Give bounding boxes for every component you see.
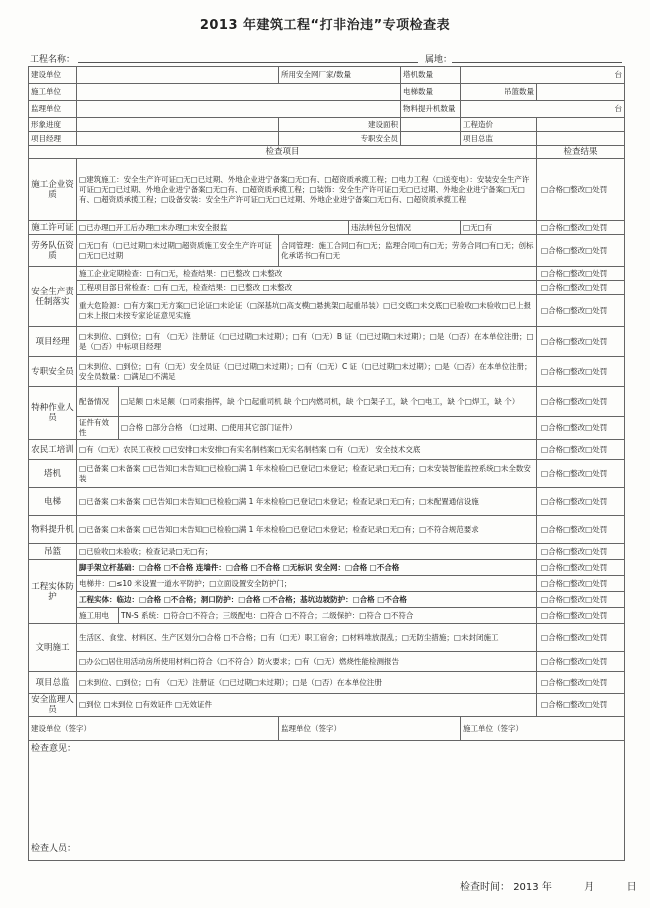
row-physical-electric	[29, 608, 625, 624]
physical-result-3[interactable]: □合格□整改□处罚	[537, 592, 625, 608]
opinion-cell[interactable]	[29, 741, 625, 861]
inspector-label: 检查人员：	[31, 844, 77, 854]
form-title: 2013 年建筑工程“打非治违”专项检查表	[199, 18, 451, 33]
location-label: 属地：	[425, 55, 453, 65]
row-tower-crane	[29, 460, 625, 488]
results-header: 检查结果	[537, 146, 625, 159]
special-config-label: 配备情况	[77, 387, 119, 417]
elevator-count-label: 电梯数量	[401, 84, 461, 101]
info-row-construction	[29, 84, 625, 101]
row-safety-officer	[29, 357, 625, 387]
responsibility-check-2[interactable]: 工程项目部日常检查：□有 □无，检查结果：□已整改 □未整改	[77, 281, 537, 295]
director-result[interactable]: □合格□整改□处罚	[537, 672, 625, 694]
row-worker-training	[29, 440, 625, 460]
responsibility-result-1[interactable]: □合格□整改□处罚	[537, 267, 625, 281]
basket-text[interactable]: □已验收□未验收；检查记录□无□有；	[77, 544, 537, 560]
row-responsibility-1	[29, 267, 625, 281]
column-header-row	[29, 146, 625, 159]
labor-category: 劳务队伍资质	[29, 235, 77, 267]
special-cert-result[interactable]: □合格□整改□处罚	[537, 417, 625, 440]
safety-officer-label: 专职安全员	[279, 132, 401, 146]
date-day: 日	[626, 882, 637, 893]
tower-count-unit[interactable]: 台	[461, 67, 625, 84]
info-row-manager	[29, 132, 625, 146]
date-month: 月	[584, 882, 595, 893]
progress-label: 形象进度	[29, 118, 77, 132]
build-area-label: 建设面积	[279, 118, 401, 132]
hoist-text[interactable]: □已备案 □未备案 □已告知□未告知□已检验□满 1 年未检验□已登记□未登记；检查记录□无□有；□不符合规范要求	[77, 516, 537, 544]
special-config-result[interactable]: □合格□整改□处罚	[537, 387, 625, 417]
safety-officer-field[interactable]	[401, 132, 461, 146]
so-category: 专职安全员	[29, 357, 77, 387]
row-permit	[29, 221, 625, 235]
row-qualification	[29, 159, 625, 221]
row-elevator	[29, 488, 625, 516]
permit-category: 施工许可证	[29, 221, 77, 235]
supervision-unit-field[interactable]	[77, 101, 401, 118]
construction-unit-field[interactable]	[77, 84, 401, 101]
special-category: 特种作业人员	[29, 387, 77, 440]
row-project-director	[29, 672, 625, 694]
director-category: 项目总监	[29, 672, 77, 694]
pm-text[interactable]: □未到位、□到位；□有 （□无）注册证（□已过期□未过期）；□有（□无）B 证（□已过期□未过期）；□是（□否）在本单位注册；□是（□否）中标项目经理	[77, 327, 537, 357]
supervisor-text[interactable]: □到位 □未到位 □有效证件 □无效证件	[77, 694, 537, 717]
date-label: 检查时间：	[460, 882, 510, 893]
safety-net-label: 所用安全网厂家/数量	[279, 67, 401, 84]
progress-field[interactable]	[77, 118, 279, 132]
basket-count-label: 吊篮数量	[461, 84, 537, 101]
special-cert-text[interactable]: □合格 □部分合格 （□过期、□使用其它部门证件）	[119, 417, 537, 440]
basket-category: 吊篮	[29, 544, 77, 560]
row-labor	[29, 235, 625, 267]
supervision-unit-label: 监理单位	[29, 101, 77, 118]
row-civilized-2	[29, 652, 625, 672]
elevator-text[interactable]: □已备案 □未备案 □已告知□未告知□已检验□满 1 年未检验□已登记□未登记；检查记录□无□有；□未配置通信设施	[77, 488, 537, 516]
responsibility-check-3[interactable]: 重大危险源：□有方案□无方案□已论证□未论证（□深基坑□高支模□悬挑架□起重吊装）□已交底□未交底□已验收□未验收□已上报□未上报□未按专家论证意见实施	[77, 295, 537, 327]
construction-unit-label: 施工单位	[29, 84, 77, 101]
labor-contract-text[interactable]: 合同管理：施工合同□有□无；监理合同□有□无；劳务合同□有□无；创标化承诺书□有□无	[279, 235, 537, 267]
elevator-category: 电梯	[29, 488, 77, 516]
electric-result[interactable]: □合格□整改□处罚	[537, 608, 625, 624]
responsibility-result-2[interactable]: □合格□整改□处罚	[537, 281, 625, 295]
row-special-cert	[29, 417, 625, 440]
qualification-category: 施工企业资质	[29, 159, 77, 221]
tower-category: 塔机	[29, 460, 77, 488]
civilized-result-1[interactable]: □合格□整改□处罚	[537, 624, 625, 652]
build-area-field[interactable]	[401, 118, 461, 132]
row-physical-3	[29, 592, 625, 608]
tower-text[interactable]: □已备案 □未备案 □已告知□未告知□已检验□满 1 年未检验□已登记□未登记；检查记录□无□有；□未安装智能监控系统□未全数安装	[77, 460, 537, 488]
permit-text[interactable]: □已办理□开工后办理□未办理□未安全报监	[77, 221, 349, 235]
physical-check-3[interactable]: 工程实体：临边：□合格 □不合格；洞口防护：□合格 □不合格；基坑边坡防护：□合格 □不合格	[77, 592, 537, 608]
row-physical-1	[29, 560, 625, 576]
subcontract-label: 违法转包分包情况	[349, 221, 461, 235]
physical-check-1[interactable]: 脚手架立杆基础：□合格 □不合格 连墙件：□合格 □不合格 □无标识 安全网：□合格 □不合格	[77, 560, 537, 576]
project-name-label: 工程名称：	[30, 55, 76, 65]
signature-row	[29, 717, 625, 741]
opinion-label: 检查意见：	[31, 744, 77, 754]
so-result[interactable]: □合格□整改□处罚	[537, 357, 625, 387]
tower-count-label: 塔机数量	[401, 67, 461, 84]
build-unit-signature[interactable]: 建设单位（签字）	[29, 717, 279, 741]
basket-result[interactable]: □合格□整改□处罚	[537, 544, 625, 560]
project-manager-label: 项目经理	[29, 132, 77, 146]
build-unit-field[interactable]	[77, 67, 279, 84]
items-header: 检查项目	[29, 146, 537, 159]
worker-text[interactable]: □有（□无）农民工夜校 □已安排□未安排□有实名制档案□无实名制档案 □有（□无） 安全技术交底	[77, 440, 537, 460]
project-cost-label: 工程造价	[461, 118, 537, 132]
supervision-unit-signature[interactable]: 监理单位（签字）	[279, 717, 461, 741]
row-special-config	[29, 387, 625, 417]
project-manager-field[interactable]	[77, 132, 279, 146]
row-physical-2	[29, 576, 625, 592]
responsibility-check-1[interactable]: 施工企业定期检查：□有□无，检查结果：□已整改 □未整改	[77, 267, 537, 281]
responsibility-category: 安全生产责任制落实	[29, 267, 77, 327]
row-basket	[29, 544, 625, 560]
subcontract-value[interactable]: □无□有	[461, 221, 537, 235]
physical-result-1[interactable]: □合格□整改□处罚	[537, 560, 625, 576]
civilized-check-2[interactable]: □办公□居住用活动房所使用材料□符合（□不符合）防火要求；□有（□无）燃烧性能检测报告	[77, 652, 537, 672]
physical-result-2[interactable]: □合格□整改□处罚	[537, 576, 625, 592]
responsibility-result-3[interactable]: □合格□整改□处罚	[537, 295, 625, 327]
date-year: 2013 年	[513, 882, 552, 893]
info-row-progress	[29, 118, 625, 132]
row-project-manager	[29, 327, 625, 357]
pm-category: 项目经理	[29, 327, 77, 357]
basket-count-field[interactable]	[537, 84, 625, 101]
supervisor-category: 安全监理人员	[29, 694, 77, 717]
material-hoist-count-label: 物料提升机数量	[401, 101, 461, 118]
physical-category: 工程实体防护	[29, 560, 77, 624]
inspection-table	[28, 66, 625, 861]
special-config-text[interactable]: □足额 □未足额（□司索指挥，缺 个□起重司机 缺 个□内燃司机，缺 个□架子工，缺 个□电工，缺 个□焊工，缺 个）	[119, 387, 537, 417]
row-civilized-1	[29, 624, 625, 652]
permit-result[interactable]: □合格□整改□处罚	[537, 221, 625, 235]
material-hoist-unit[interactable]: 台	[461, 101, 625, 118]
construction-unit-signature[interactable]: 施工单位（签字）	[461, 717, 625, 741]
project-name-field[interactable]	[78, 62, 418, 63]
row-safety-supervisor	[29, 694, 625, 717]
supervisor-result[interactable]: □合格□整改□处罚	[537, 694, 625, 717]
civilized-check-1[interactable]: 生活区、食堂、材料区、生产区划分□合格 □不合格；□有（□无）职工宿舍；□材料堆放混乱；□无防尘措施；□未封闭施工	[77, 624, 537, 652]
project-cost-field[interactable]	[537, 118, 625, 132]
worker-result[interactable]: □合格□整改□处罚	[537, 440, 625, 460]
opinion-row	[29, 741, 625, 861]
row-material-hoist	[29, 516, 625, 544]
worker-category: 农民工培训	[29, 440, 77, 460]
labor-qualification-text[interactable]: □无□有（□已过期□未过期□超资质施工安全生产许可证□无□已过期	[77, 235, 279, 267]
build-unit-label: 建设单位	[29, 67, 77, 84]
row-responsibility-3	[29, 295, 625, 327]
elevator-result[interactable]: □合格□整改□处罚	[537, 488, 625, 516]
hoist-category: 物料提升机	[29, 516, 77, 544]
chief-engineer-label: 项目总监	[461, 132, 537, 146]
physical-check-2[interactable]: 电梯井：□≤10 米设置一道水平防护；□立面设置安全防护门；	[77, 576, 537, 592]
special-cert-label: 证件有效性	[77, 417, 119, 440]
civilized-result-2[interactable]: □合格□整改□处罚	[537, 652, 625, 672]
director-text[interactable]: □未到位、□到位；□有 （□无）注册证（□已过期□未过期）；□是（□否）在本单位注册	[77, 672, 537, 694]
qualification-text[interactable]: □建筑施工：安全生产许可证□无□已过期、外地企业进宁备案□无□有、□超资质承揽工程；□电力工程（□送变电）：安装安全生产许可证□无□已过期、外地企业进宁备案□无□有、□超资质承揽工程；□装饰：安全生产许可证□无□已过期、外地企业进宁备案□无□有、□超资质承揽工程；□设备安装：安全生产许可证□无□已过期、外地企业进宁备案□无□有、□超资质承揽工程	[77, 159, 537, 221]
tower-result[interactable]: □合格□整改□处罚	[537, 460, 625, 488]
inspection-date[interactable]	[460, 878, 637, 893]
qualification-result[interactable]: □合格□整改□处罚	[537, 159, 625, 221]
row-responsibility-2	[29, 281, 625, 295]
pm-result[interactable]: □合格□整改□处罚	[537, 327, 625, 357]
hoist-result[interactable]: □合格□整改□处罚	[537, 516, 625, 544]
info-row-build	[29, 67, 625, 84]
electric-text[interactable]: TN-S 系统：□符合□不符合；三级配电：□符合 □不符合；二级保护：□符合 □不符合	[119, 608, 537, 624]
info-row-supervision	[29, 101, 625, 118]
civilized-category: 文明施工	[29, 624, 77, 672]
chief-engineer-field[interactable]	[537, 132, 625, 146]
labor-result[interactable]: □合格□整改□处罚	[537, 235, 625, 267]
electric-label: 施工用电	[77, 608, 119, 624]
so-text[interactable]: □未到位、□到位；□有（□无）安全员证（□已过期□未过期）；□有（□无）C 证（□已过期□未过期）；□是（□否）在本单位注册；安全员数量：□满足□不满足	[77, 357, 537, 387]
location-field[interactable]	[452, 62, 622, 63]
